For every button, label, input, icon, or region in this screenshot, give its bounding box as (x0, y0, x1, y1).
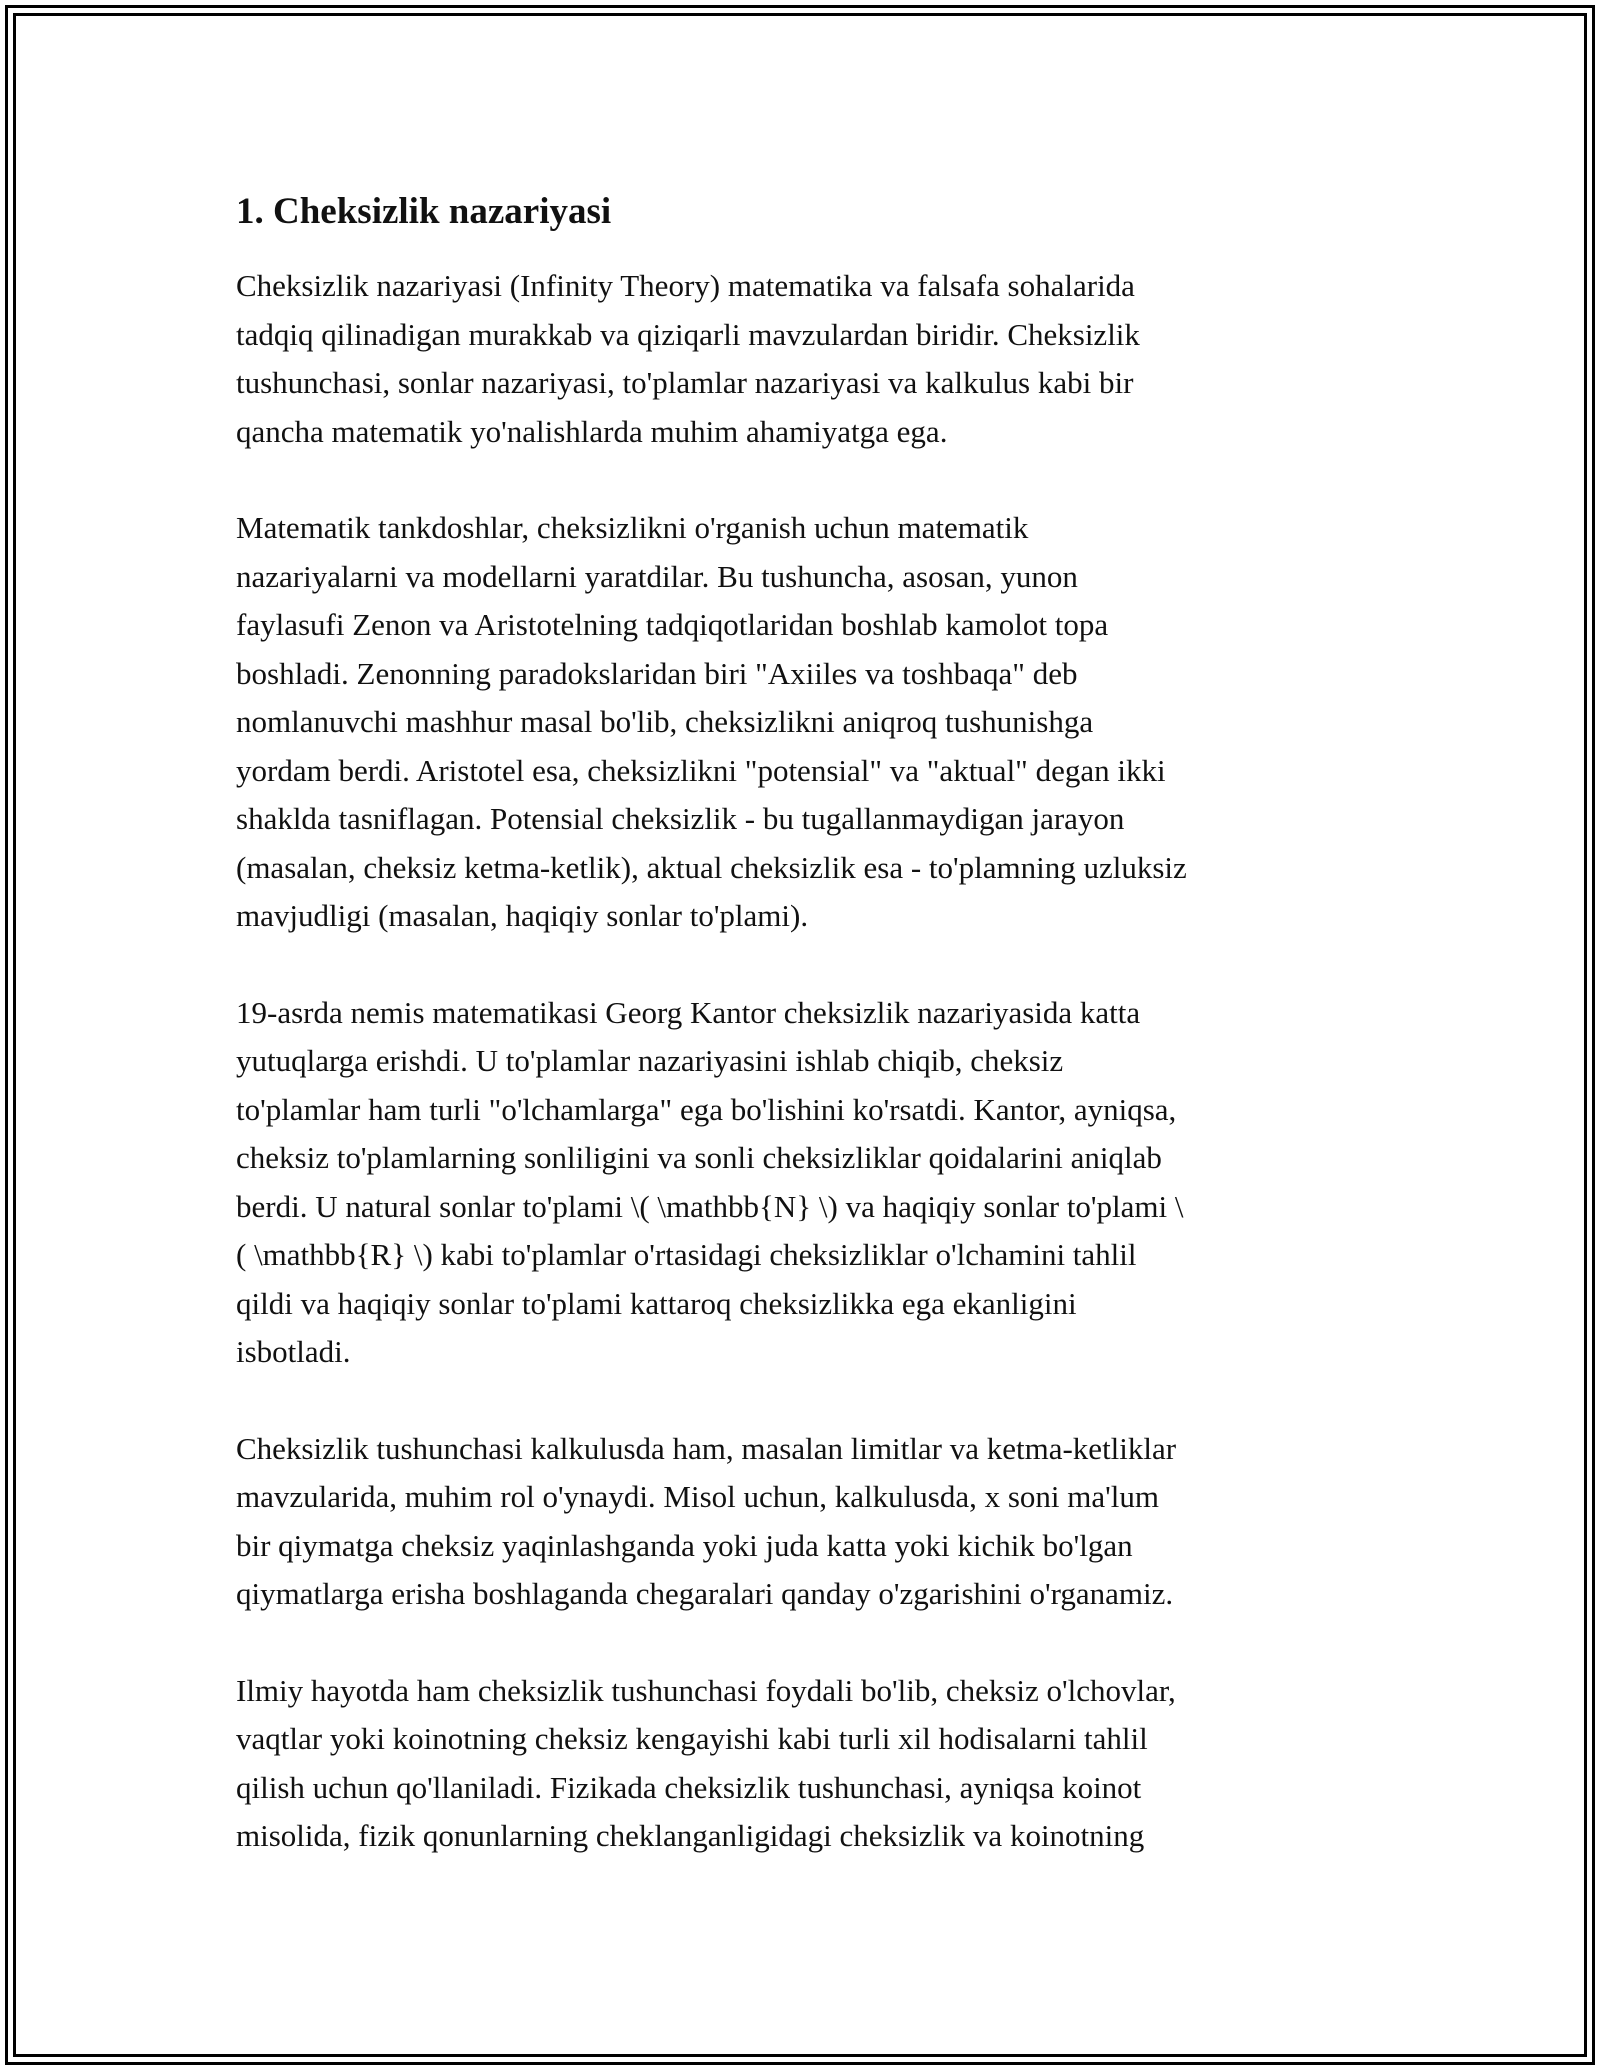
paragraph-history: Matematik tankdoshlar, cheksizlikni o'rganish uchun matematik nazariyalarni va modellarni yaratdilar. Bu tushuncha, asosan, yunon faylasufi Zenon va Aristotelning tadqiqotlaridan boshlab kamolot topa boshladi. Zenonning paradokslaridan biri "Axiiles va toshbaqa" deb nomlanuvchi mashhur masal bo'lib, cheksizlikni aniqroq tushunishga yordam berdi. Aristotel esa, cheksizlikni "potensial" va "aktual" degan ikki shaklda tasniflagan. Potensial cheksizlik - bu tugallanmaydigan jarayon (masalan, cheksiz ketma-ketlik), aktual cheksizlik esa - to'plamning uzluksiz mavjudligi (masalan, haqiqiy sonlar to'plami). (236, 510, 1187, 933)
paragraph-calculus: Cheksizlik tushunchasi kalkulusda ham, masalan limitlar va ketma-ketliklar mavzularida, muhim rol o'ynaydi. Misol uchun, kalkulusda, x soni ma'lum bir qiymatga cheksiz yaqinlashganda yoki juda katta yoki kichik bo'lgan qiymatlarga erisha boshlaganda chegaralari qanday o'zgarishini o'rganamiz. (236, 1430, 1177, 1611)
section-heading: 1. Cheksizlik nazariyasi (236, 191, 612, 232)
paragraph-intro: Cheksizlik nazariyasi (Infinity Theory) matematika va falsafa sohalarida tadqiq qilinadigan murakkab va qiziqarli mavzulardan biridir. Cheksizlik tushunchasi, sonlar nazariyasi, to'plamlar nazariyasi va kalkulus kabi bir qancha matematik yo'nalishlarda muhim ahamiyatga ega. (236, 268, 1140, 449)
paragraph-science: Ilmiy hayotda ham cheksizlik tushunchasi foydali bo'lib, cheksiz o'lchovlar, vaqtlar yoki koinotning cheksiz kengayishi kabi turli xil hodisalarni tahlil qilish uchun qo'llaniladi. Fizikada cheksizlik tushunchasi, ayniqsa koinot misolida, fizik qonunlarning cheklanganligidagi cheksizlik va koinotning (236, 1672, 1176, 1853)
document-body (236, 188, 1366, 1909)
paragraph-cantor: 19-asrda nemis matematikasi Georg Kantor cheksizlik nazariyasida katta yutuqlarga erishdi. U to'plamlar nazariyasini ishlab chiqib, cheksiz to'plamlar ham turli "o'lchamlarga" ega bo'lishini ko'rsatdi. Kantor, ayniqsa, cheksiz to'plamlarning sonliligini va sonli cheksizliklar qoidalarini aniqlab berdi. U natural sonlar to'plami \( \mathbb{N} \) va haqiqiy sonlar to'plami \ ( \mathbb{R} \) kabi to'plamlar o'rtasidagi cheksizliklar o'lchamini tahlil qildi va haqiqiy sonlar to'plami kattaroq cheksizlikka ega ekanligini isbotladi. (236, 994, 1184, 1369)
